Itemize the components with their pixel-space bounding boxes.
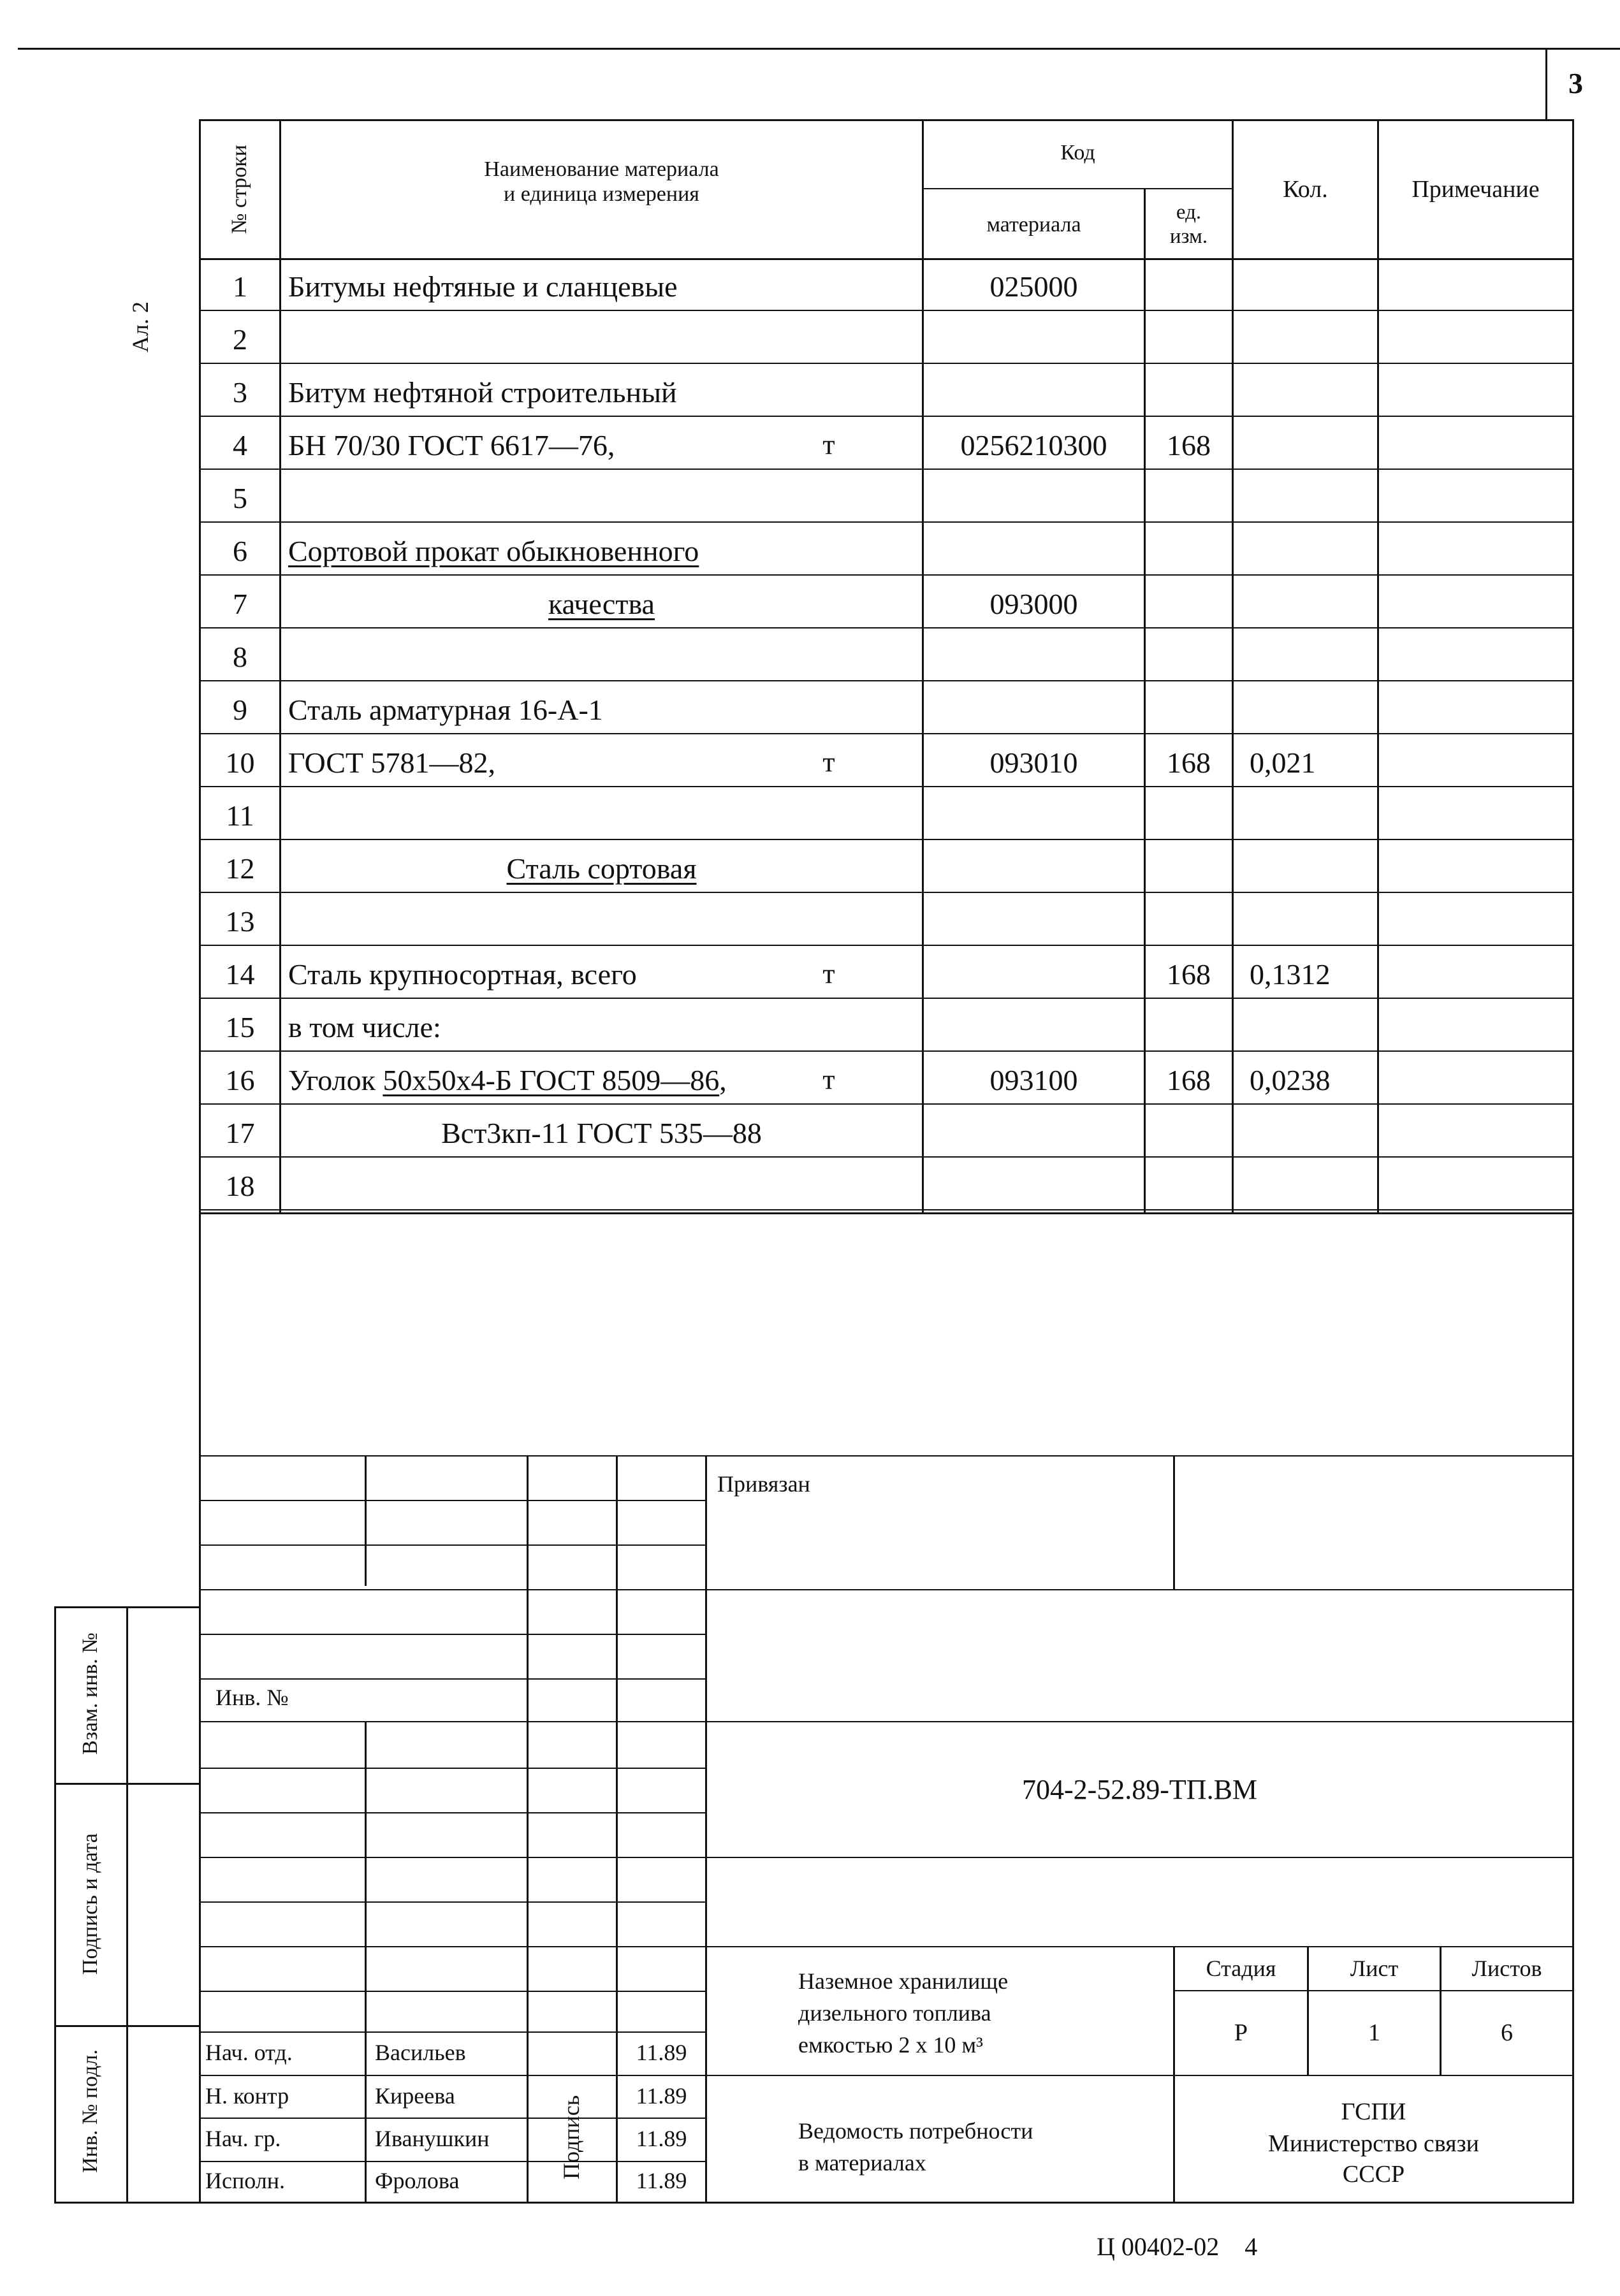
row-number: 7 — [233, 588, 247, 620]
signer-date: 11.89 — [636, 2168, 687, 2194]
tb-row-3 — [199, 1544, 706, 1546]
row-number: 12 — [225, 852, 255, 885]
header-code: Код — [1060, 141, 1095, 165]
tb-row-6 — [199, 1678, 706, 1680]
row-divider — [199, 1209, 1574, 1210]
row-name: Сталь крупносортная, всего — [288, 958, 637, 991]
org-line-2: Министерство связи — [1268, 2130, 1479, 2158]
side-label-inv-podl: Инв. № подл. — [78, 2049, 102, 2173]
row-divider — [199, 892, 1574, 893]
signer-date: 11.89 — [636, 2126, 687, 2152]
row-divider — [199, 945, 1574, 946]
row-qty: 0,1312 — [1250, 958, 1331, 991]
signer-name: Киреева — [375, 2082, 455, 2109]
row-divider — [199, 627, 1574, 628]
row-number: 17 — [225, 1117, 255, 1149]
signer-name: Иванушкин — [375, 2126, 490, 2152]
row-code: 093010 — [989, 746, 1078, 779]
signer-name: Васильев — [375, 2040, 466, 2066]
body-bottom-border — [199, 1212, 1574, 1214]
sheets-value: 6 — [1501, 2019, 1513, 2047]
row-unit-mark: т — [822, 746, 835, 778]
row-name-text: качества — [548, 588, 655, 620]
row-unit-mark: т — [822, 958, 835, 989]
row-number: 8 — [233, 641, 247, 673]
margin-label: Ал. 2 — [128, 302, 153, 352]
tb-row-10 — [199, 1857, 1574, 1858]
signer-date: 11.89 — [636, 2082, 687, 2109]
signer-role: Нач. гр. — [205, 2126, 281, 2152]
row-divider — [199, 998, 1574, 999]
row-name — [288, 1066, 727, 1095]
row-divider — [199, 363, 1574, 364]
org-line-3: СССР — [1342, 2161, 1405, 2188]
row-name-underlined: 50х50х4-Б ГОСТ 8509—86 — [383, 1064, 720, 1096]
row-divider — [199, 1050, 1574, 1052]
row-number: 9 — [233, 694, 247, 726]
privyazan-divider — [1173, 1455, 1175, 1589]
col-line-3 — [1144, 188, 1146, 1214]
footer-code: Ц 00402-02 4 — [1097, 2232, 1258, 2261]
header-material: материала — [986, 212, 1081, 236]
row-number: 3 — [233, 376, 247, 409]
sheet-name-1: Ведомость потребности — [798, 2118, 1033, 2144]
code-header-split — [922, 188, 1233, 189]
top-rule — [18, 48, 1620, 50]
side-stamp-left — [54, 1606, 56, 2204]
row-number: 10 — [225, 746, 255, 779]
side-label-vzam: Взам. инв. № — [78, 1632, 102, 1755]
row-name — [281, 854, 922, 883]
tb-row-2 — [199, 1500, 706, 1501]
tb-bottom — [199, 2202, 1574, 2204]
tb-row-8 — [199, 1768, 706, 1769]
row-number: 13 — [225, 905, 255, 938]
project-title-3: емкостью 2 х 10 м³ — [798, 2032, 983, 2058]
org-line-1: ГСПИ — [1341, 2098, 1406, 2126]
signature-label: Подпись — [558, 2095, 584, 2180]
header-note: Примечание — [1412, 175, 1540, 203]
row-unit: 168 — [1167, 1064, 1211, 1096]
row-qty: 0,021 — [1250, 746, 1316, 779]
side-label-podpis: Подпись и дата — [78, 1833, 102, 1975]
stage-header-line — [1173, 1990, 1574, 1991]
row-number: 1 — [233, 270, 247, 303]
sheet-label: Лист — [1350, 1956, 1399, 1982]
row-number: 15 — [225, 1011, 255, 1043]
row-name-text: Сталь сортовая — [506, 852, 697, 885]
header-row-no: № строки — [228, 144, 251, 235]
row-name: Вст3кп-11 ГОСТ 535—88 — [441, 1117, 762, 1149]
stage-label: Стадия — [1206, 1956, 1276, 1982]
tb-row-5 — [199, 1634, 706, 1635]
row-number: 18 — [225, 1170, 255, 1202]
row-divider — [199, 1156, 1574, 1158]
row-code: 0256210300 — [960, 429, 1107, 461]
signer-role: Нач. отд. — [205, 2040, 293, 2066]
project-title-1: Наземное хранилище — [798, 1968, 1009, 1994]
row-name: Битум нефтяной строительный — [288, 376, 677, 409]
row-code: 025000 — [989, 270, 1078, 303]
row-number: 16 — [225, 1064, 255, 1096]
side-stamp-bottom — [54, 2202, 201, 2204]
header-bottom-border — [199, 258, 1574, 260]
row-divider — [199, 680, 1574, 681]
tb-row-13 — [199, 1991, 706, 1992]
tb-row-11 — [199, 1901, 706, 1903]
row-name: ГОСТ 5781—82, — [288, 746, 496, 779]
signer-role: Исполн. — [205, 2168, 285, 2194]
row-name: Сталь арматурная 16-А-1 — [288, 694, 603, 726]
row-divider — [199, 310, 1574, 311]
row-unit: 168 — [1167, 958, 1211, 991]
tb-col-1 — [365, 1455, 367, 1586]
row-name-prefix: Уголок — [288, 1064, 383, 1096]
row-divider — [199, 733, 1574, 734]
inv-no-label: Инв. № — [215, 1685, 289, 1710]
row-code: 093000 — [989, 588, 1078, 620]
header-name: Наименование материала и единица измерения — [484, 157, 719, 206]
tb-col-2 — [527, 1455, 529, 2204]
header-qty: Кол. — [1283, 175, 1328, 203]
tb-row-9 — [199, 1812, 706, 1813]
tb-row-4 — [199, 1589, 1574, 1590]
row-divider — [199, 521, 1574, 523]
doc-code: 704-2-52.89-ТП.ВМ — [1021, 1773, 1258, 1805]
tb-col-1b — [365, 1721, 367, 2204]
signer-date: 11.89 — [636, 2040, 687, 2066]
row-divider — [199, 1103, 1574, 1105]
row-code: 093100 — [989, 1064, 1078, 1096]
table-right-border — [1572, 119, 1574, 2204]
row-name — [281, 590, 922, 619]
row-number: 6 — [233, 535, 247, 567]
project-title-2: дизельного топлива — [798, 2000, 991, 2026]
header-unit: ед. изм. — [1169, 200, 1208, 248]
row-divider — [199, 469, 1574, 470]
side-stamp-sep-1 — [54, 1783, 201, 1785]
row-unit-mark: т — [822, 429, 835, 460]
privyazan-label: Привязан — [717, 1471, 810, 1497]
row-unit-mark: т — [822, 1064, 835, 1095]
row-divider — [199, 786, 1574, 787]
sheets-label: Листов — [1471, 1956, 1542, 1982]
tb-row-7 — [199, 1721, 1574, 1722]
sheet-name-2: в материалах — [798, 2150, 926, 2176]
row-qty: 0,0238 — [1250, 1064, 1331, 1096]
row-name-suffix: , — [719, 1064, 727, 1096]
page-number-divider — [1545, 48, 1547, 121]
row-name: Сортовой прокат обыкновенного — [288, 535, 699, 567]
row-divider — [199, 839, 1574, 840]
row-name: БН 70/30 ГОСТ 6617—76, — [288, 429, 615, 461]
row-number: 14 — [225, 958, 255, 991]
side-stamp-mid — [126, 1606, 128, 2204]
signer-name: Фролова — [375, 2168, 460, 2194]
row-unit: 168 — [1167, 746, 1211, 779]
row-divider — [199, 574, 1574, 576]
side-stamp-sep-2 — [54, 2025, 201, 2027]
row-number: 2 — [233, 323, 247, 356]
row-name: Битумы нефтяные и сланцевые — [288, 270, 678, 303]
tb-row-1 — [199, 1455, 1574, 1457]
row-number: 5 — [233, 482, 247, 514]
row-divider — [199, 416, 1574, 417]
stage-value: Р — [1234, 2019, 1248, 2047]
tb-row-12 — [199, 1946, 1574, 1947]
signer-role: Н. контр — [205, 2082, 289, 2109]
row-number: 11 — [226, 799, 254, 832]
row-number: 4 — [233, 429, 247, 461]
row-name: в том числе: — [288, 1011, 441, 1043]
page-number: 3 — [1568, 67, 1583, 99]
row-unit: 168 — [1167, 429, 1211, 461]
sheet-value: 1 — [1368, 2019, 1380, 2047]
side-stamp-top — [54, 1606, 201, 1608]
